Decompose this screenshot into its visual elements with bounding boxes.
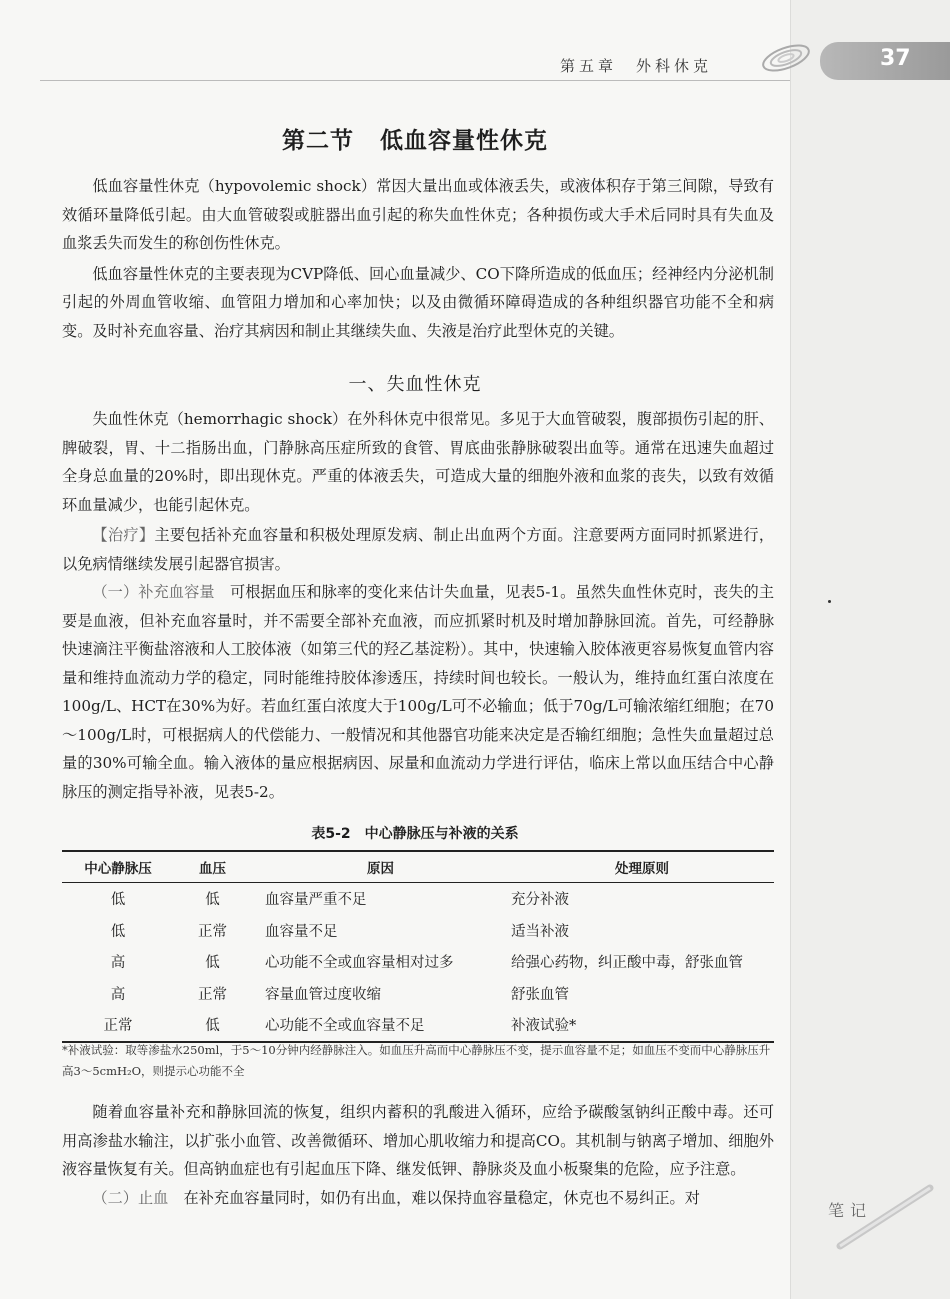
volume-paragraph	[62, 578, 774, 806]
page-number: 37	[880, 46, 911, 71]
table-row	[62, 883, 774, 915]
running-head: 第五章 外科休克	[560, 57, 713, 75]
hemostasis-tag: （二）止血	[92, 1188, 169, 1207]
table-header: 处理原则	[615, 861, 669, 877]
table-cell: 高	[110, 955, 126, 972]
table-caption: 表5-2 中心静脉压与补液的关系	[311, 826, 519, 842]
hemostasis-paragraph	[62, 1184, 774, 1213]
table-header: 原因	[367, 861, 394, 877]
treatment-paragraph	[62, 521, 774, 578]
table-cell: 正常	[198, 923, 227, 940]
table-cell: 低	[110, 923, 126, 940]
table-header: 中心静脉压	[84, 861, 152, 877]
hemostasis-text: 在补充血容量同时，如仍有出血，难以保持血容量稳定，休克也不易纠正。对	[183, 1188, 700, 1207]
table-cell: 低	[110, 892, 126, 909]
cvp-fluid-table	[62, 850, 774, 1043]
paragraph: 低血容量性休克的主要表现为CVP降低、回心血量减少、CO下降所造成的低血压；经神经内分泌机制引起的外周血管收缩、血管阻力增加和心率加快；以及由微循环障碍造成的各种组织器官功能不全和病变。及时补充血容量、治疗其病因和制止其继续失血、失液是治疗此型休克的关键。	[62, 264, 774, 340]
table-footnote: *补液试验：取等渗盐水250ml，于5～10分钟内经静脉注入。如血压升高而中心静脉压不变，提示血容量不足；如血压不变而中心静脉压升高3～5cmH₂O，则提示心功能不全	[62, 1043, 771, 1078]
table-cell: 正常	[198, 986, 227, 1003]
table-cell: 正常	[103, 1018, 133, 1035]
table-cell: 充分补液	[511, 892, 569, 909]
table-header: 血压	[199, 861, 226, 877]
table-cell: 补液试验*	[511, 1018, 577, 1035]
header-divider	[40, 80, 790, 81]
subsection-heading: 一、失血性休克	[348, 374, 482, 395]
table-cell: 血容量不足	[265, 923, 338, 940]
paragraph: 随着血容量补充和静脉回流的恢复，组织内蓄积的乳酸进入循环，应给予碳酸氢钠纠正酸中毒。还可用高渗盐水输注，以扩张小血管、改善微循环、增加心肌收缩力和提高CO。其机制与钠离子增加、细胞外液容量恢复有关。但高钠血症也有引起血压下降、继发低钾、静脉炎及血小板聚集的危险，应予注意。	[62, 1103, 774, 1178]
notes-margin	[790, 0, 950, 1299]
section-title	[0, 122, 830, 155]
pencil-icon	[830, 1180, 940, 1250]
table-cell: 容量血管过度收缩	[265, 986, 381, 1003]
table-cell: 适当补液	[511, 923, 569, 940]
table-header-row	[62, 851, 774, 883]
table-cell: 低	[205, 1018, 220, 1035]
table-cell: 心功能不全或血容量相对过多	[265, 955, 454, 972]
notes-label: 笔记	[828, 1201, 873, 1220]
table-cell: 血容量严重不足	[265, 892, 367, 909]
table-cell: 给强心药物，纠正酸中毒，舒张血管	[511, 955, 743, 972]
section-title-text: 低血容量性休克	[380, 128, 548, 154]
intro-text	[62, 172, 774, 345]
volume-text: 可根据血压和脉率的变化来估计失血量，见表5-1。虽然失血性休克时，丧失的主要是血液，但补充血容量时，并不需要全部补充血液，而应抓紧时机及时增加静脉回流。首先，可经静脉快速滴注平衡盐溶液和人工胶体液（如第三代的羟乙基淀粉）。其中，快速输入胶体液更容易恢复血管内容量和维持血流动力学的稳定，同时能维持胶体渗透压，持续时间也较长。一般认为，维持血红蛋白浓度在100g/L、HCT在30%为好。若血红蛋白浓度大于100g/L可不必输血；低于70g/L可输浓缩红细胞；在70～100g/L时，可根据病人的代偿能力、一般情况和其他器官功能来决定是否输红细胞；急性失血量超过总量的30%可输全血。输入液体的量应根据病因、尿量和血流动力学进行评估，临床上常以血压结合中心静脉压的测定指导补液，见表5-2。	[62, 583, 775, 801]
paragraph: 低血容量性休克（hypovolemic shock）常因大量出血或体液丢失，或液体积存于第三间隙，导致有效循环量降低引起。由大血管破裂或脏器出血引起的称失血性休克；各种损伤或大手术后同时具有失血及血浆丢失而发生的称创伤性休克。	[62, 177, 774, 252]
table-cell: 低	[205, 955, 220, 972]
table-row	[62, 1009, 774, 1042]
treatment-text: 主要包括补充血容量和积极处理原发病、制止出血两个方面。注意要两方面同时抓紧进行，以免病情继续发展引起器官损害。	[62, 526, 775, 573]
table-cell: 心功能不全或血容量不足	[265, 1018, 425, 1035]
main-text	[62, 405, 774, 806]
table-cell: 高	[110, 986, 126, 1003]
table-cell: 舒张血管	[511, 986, 569, 1003]
table-row	[62, 946, 774, 978]
paragraph: 失血性休克（hemorrhagic shock）在外科休克中很常见。多见于大血管破裂，腹部损伤引起的肝、脾破裂，胃、十二指肠出血，门静脉高压症所致的食管、胃底曲张静脉破裂出血等。通常在迅速失血超过全身总血量的20%时，即出现休克。严重的体液丢失，可造成大量的细胞外液和血浆的丧失，以致有效循环血量减少，也能引起休克。	[62, 410, 774, 514]
volume-tag: （一）补充血容量	[92, 583, 215, 601]
margin-dot	[828, 600, 831, 603]
section-number: 第二节	[282, 128, 354, 154]
closing-text	[62, 1098, 774, 1212]
table-row	[62, 915, 774, 947]
treatment-tag: 【治疗】	[92, 526, 155, 544]
swirl-logo-icon	[758, 38, 814, 78]
table-cell: 低	[205, 892, 220, 909]
table-row	[62, 978, 774, 1010]
